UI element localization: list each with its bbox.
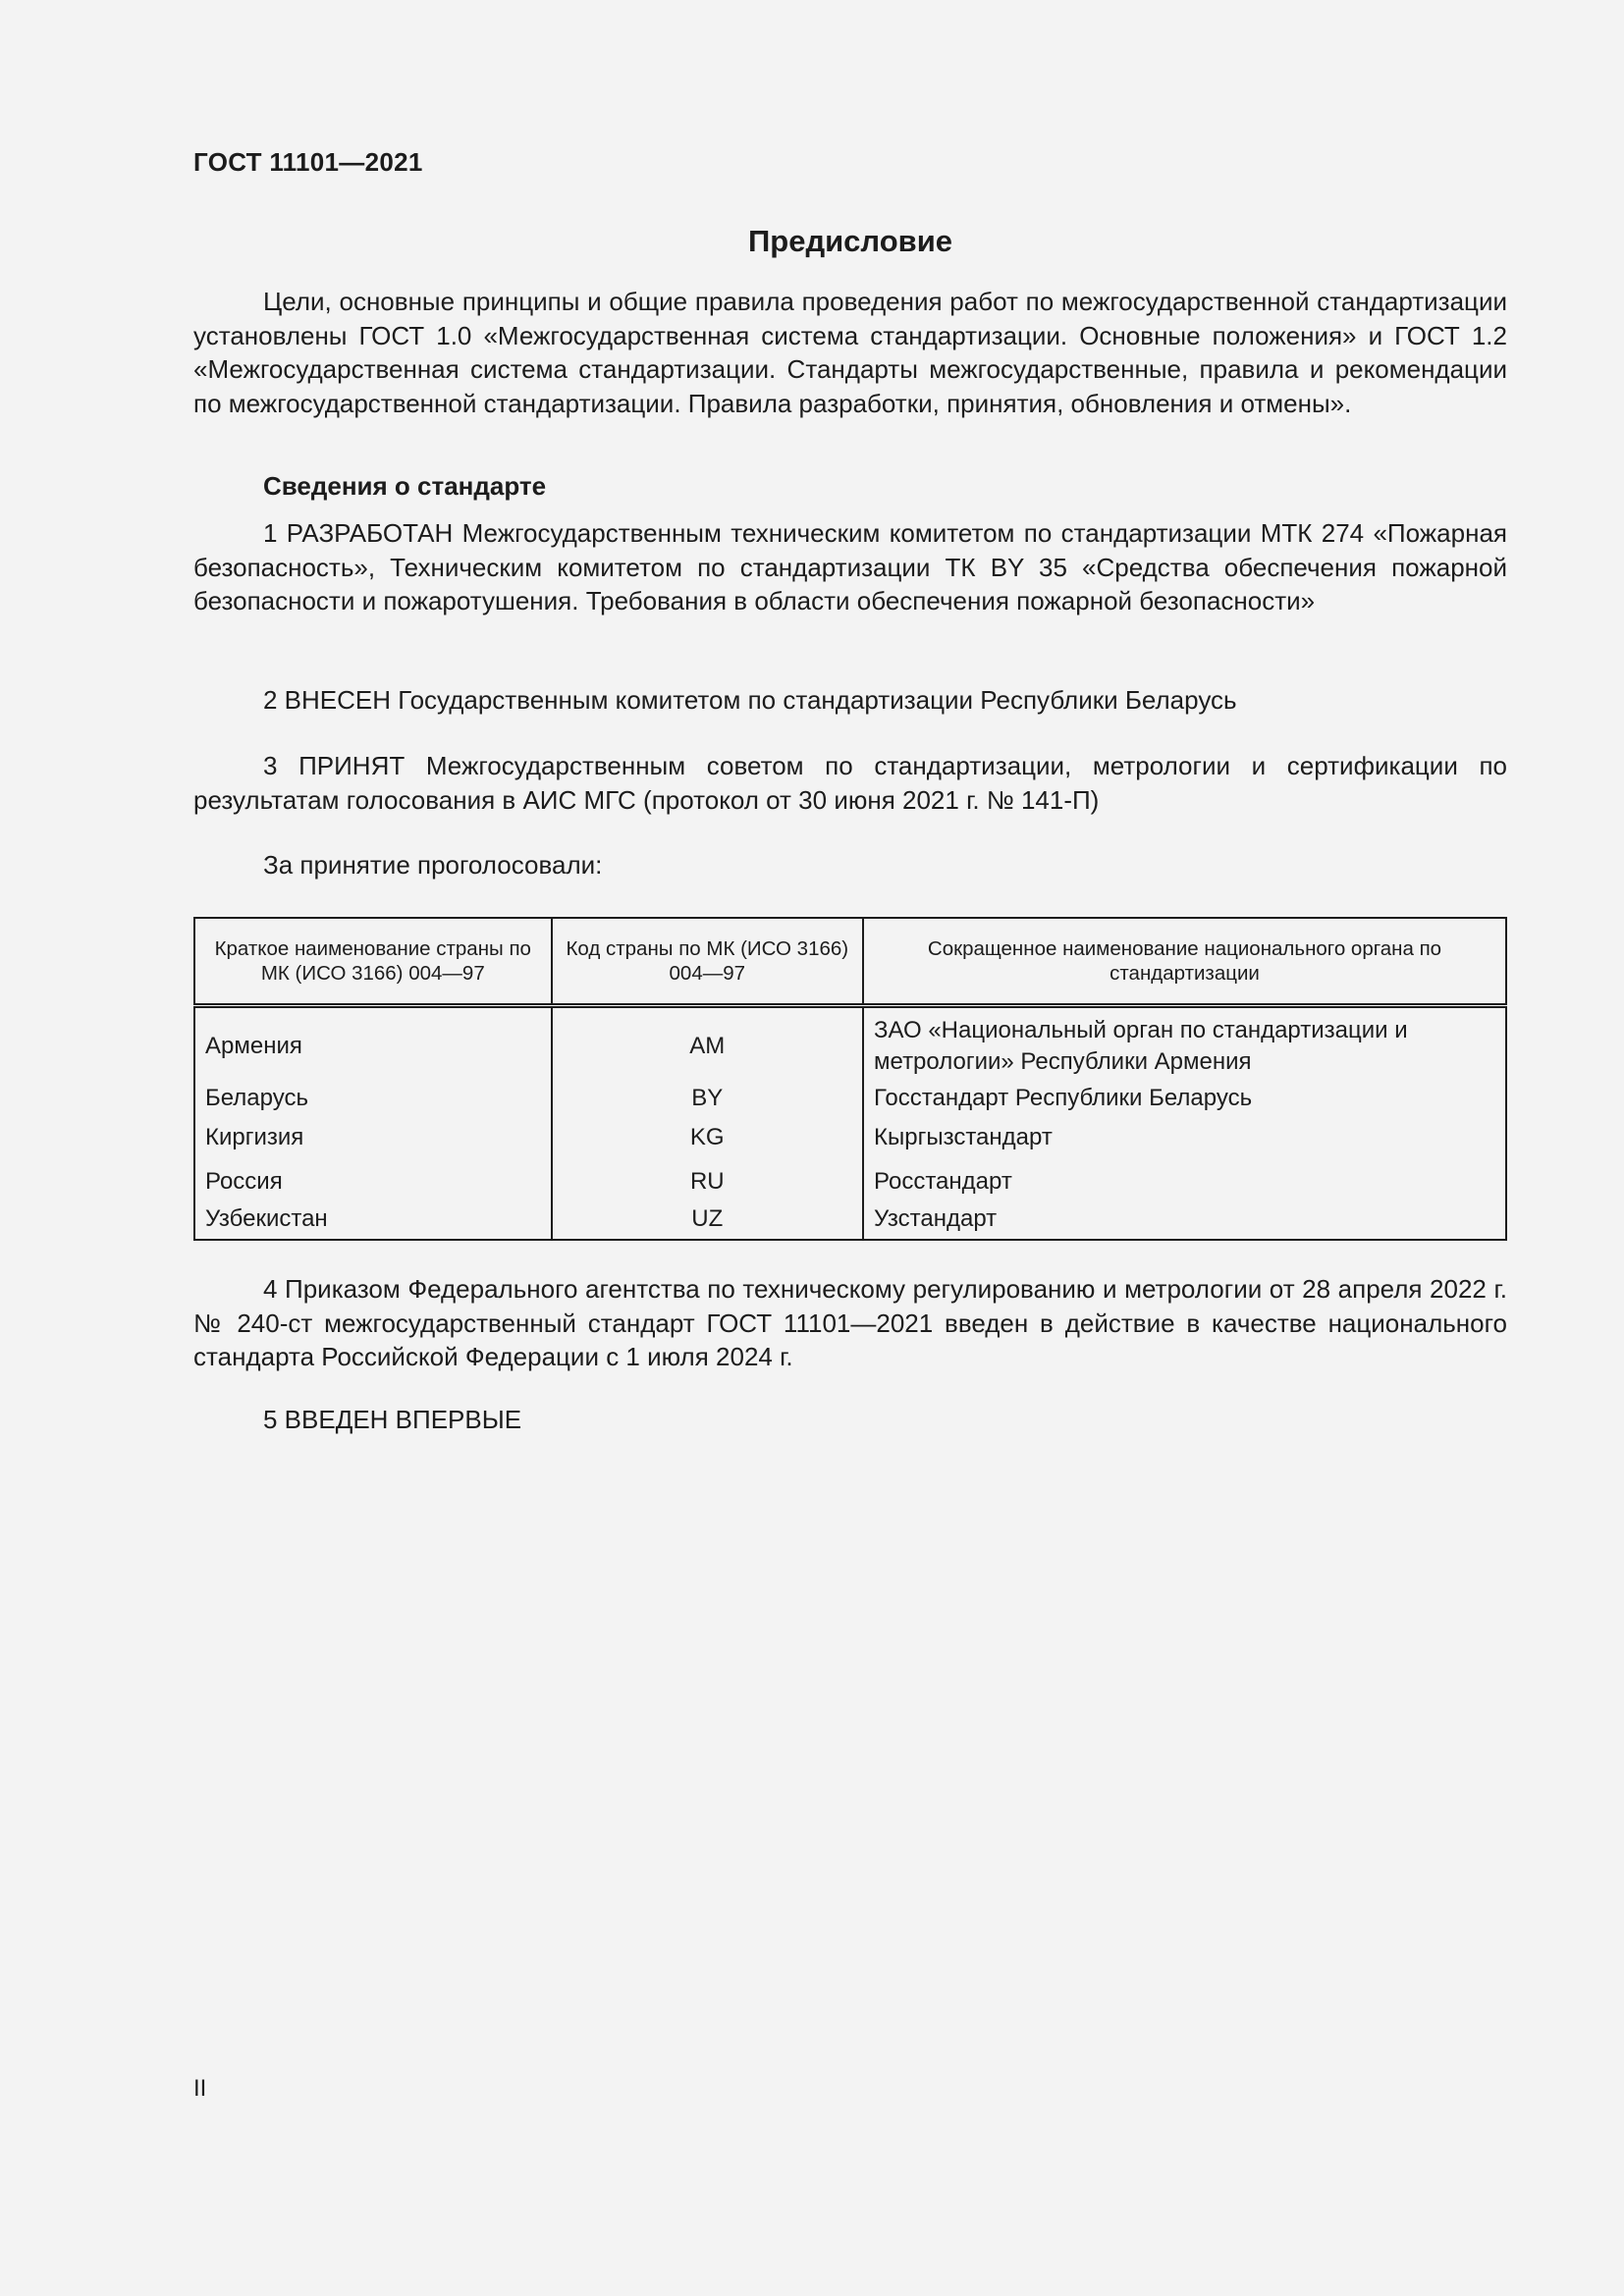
country-code-cell: RU (552, 1157, 863, 1201)
item-introduced-text: 2 ВНЕСЕН Государственным комитетом по стандартизации Республики Беларусь (263, 685, 1237, 715)
national-body-cell: Росстандарт (863, 1157, 1506, 1201)
country-code-cell: UZ (552, 1201, 863, 1240)
item-first (193, 1403, 1507, 1437)
table-row (194, 1157, 1506, 1201)
page-number: II (193, 2075, 207, 2102)
country-code-cell: BY (552, 1079, 863, 1118)
voted-label-text: За принятие проголосовали: (263, 850, 603, 880)
country-name-cell: Россия (194, 1157, 552, 1201)
intro-paragraph (193, 285, 1507, 420)
item-adopted-text: 3 ПРИНЯТ Межгосударственным советом по стандартизации, метрологии и сертификации по результатам голосования в АИС МГС (протокол от 30 июня 2021 г. № 141-П) (193, 751, 1507, 815)
table-row (194, 1006, 1506, 1079)
item-developed-text: 1 РАЗРАБОТАН Межгосударственным техническим комитетом по стандартизации МТК 274 «Пожарная безопасность», Техническим комитетом по стандартизации ТК BY 35 «Средства обеспечения пожарной безопасности и пожаротушения. Требования в области обеспечения пожарной безопасности» (193, 518, 1507, 615)
document-code: ГОСТ 11101—2021 (193, 147, 423, 177)
intro-text: Цели, основные принципы и общие правила проведения работ по межгосударственной стандартизации установлены ГОСТ 1.0 «Межгосударственная система стандартизации. Основные положения» и ГОСТ 1.2 «Межгосударственная система стандартизации. Стандарты межгосударственные, правила и рекомендации по межгосударственной стандартизации. Правила разработки, принятия, обновления и отмены». (193, 287, 1507, 418)
country-name-cell: Киргизия (194, 1118, 552, 1157)
table-row (194, 1118, 1506, 1157)
item-developed (193, 516, 1507, 618)
table-row (194, 1201, 1506, 1240)
national-body-cell: Кыргызстандарт (863, 1118, 1506, 1157)
page-title: Предисловие (747, 224, 952, 258)
table-row (194, 1079, 1506, 1118)
country-name-cell: Армения (194, 1006, 552, 1079)
header-country-name: Краткое наименование страны по МК (ИСО 3166) 004—97 (194, 918, 552, 1006)
item-order-text: 4 Приказом Федерального агентства по техническому регулированию и метрологии от 28 апреля 2022 г. № 240-ст межгосударственный стандарт ГОСТ 11101—2021 введен в действие в качестве национального стандарта Российской Федерации с 1 июля 2024 г. (193, 1274, 1507, 1371)
header-national-body: Сокращенное наименование национального органа по стандартизации (863, 918, 1506, 1006)
voting-table (193, 917, 1507, 1241)
country-code-cell: AM (552, 1006, 863, 1079)
item-first-text: 5 ВВЕДЕН ВПЕРВЫЕ (263, 1405, 522, 1434)
national-body-cell: Госстандарт Республики Беларусь (863, 1079, 1506, 1118)
item-introduced (193, 683, 1507, 718)
item-order (193, 1272, 1507, 1374)
national-body-cell: ЗАО «Национальный орган по стандартизации и метрологии» Республики Армения (863, 1006, 1506, 1079)
item-adopted (193, 749, 1507, 817)
header-country-code: Код страны по МК (ИСО 3166) 004—97 (552, 918, 863, 1006)
country-name-cell: Узбекистан (194, 1201, 552, 1240)
voted-label (193, 848, 1507, 882)
country-code-cell: KG (552, 1118, 863, 1157)
section-subheading: Сведения о стандарте (263, 471, 547, 501)
country-name-cell: Беларусь (194, 1079, 552, 1118)
national-body-cell: Узстандарт (863, 1201, 1506, 1240)
table-header-row (194, 918, 1506, 1006)
